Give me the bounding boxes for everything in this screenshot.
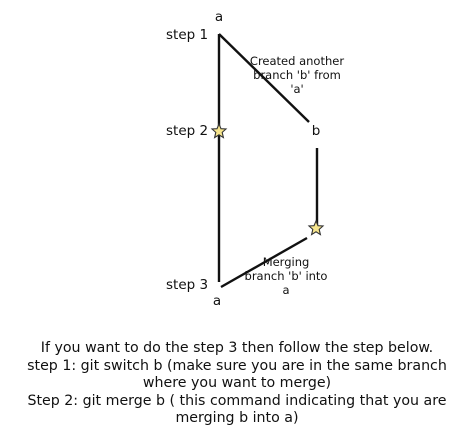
merge-note-line-1: Merging — [262, 255, 310, 269]
branch-note-line-1: Created another — [249, 54, 345, 68]
instructions-text — [8, 340, 466, 428]
branch-note-line-3: 'a' — [290, 82, 304, 96]
merge-note-line-3: a — [282, 283, 290, 297]
instruction-line-3: Step 2: git merge b ( this command indicating that you are merging b into a) — [27, 392, 447, 426]
top-node-label: a — [214, 9, 224, 25]
bottom-node-label: a — [212, 293, 222, 309]
instruction-line-2: step 1: git switch b (make sure you are in the same branch where you want to merge) — [27, 357, 447, 391]
branch-node-label: b — [311, 123, 321, 139]
step1-label: step 1 — [166, 27, 209, 43]
merge-note-line-2: branch 'b' into — [244, 269, 328, 283]
star-icon — [309, 221, 323, 235]
instruction-line-1: If you want to do the step 3 then follow the step below. — [40, 340, 434, 356]
step2-label: step 2 — [166, 123, 209, 139]
step3-label: step 3 — [166, 277, 209, 293]
branch-note-line-2: branch 'b' from — [253, 68, 341, 82]
